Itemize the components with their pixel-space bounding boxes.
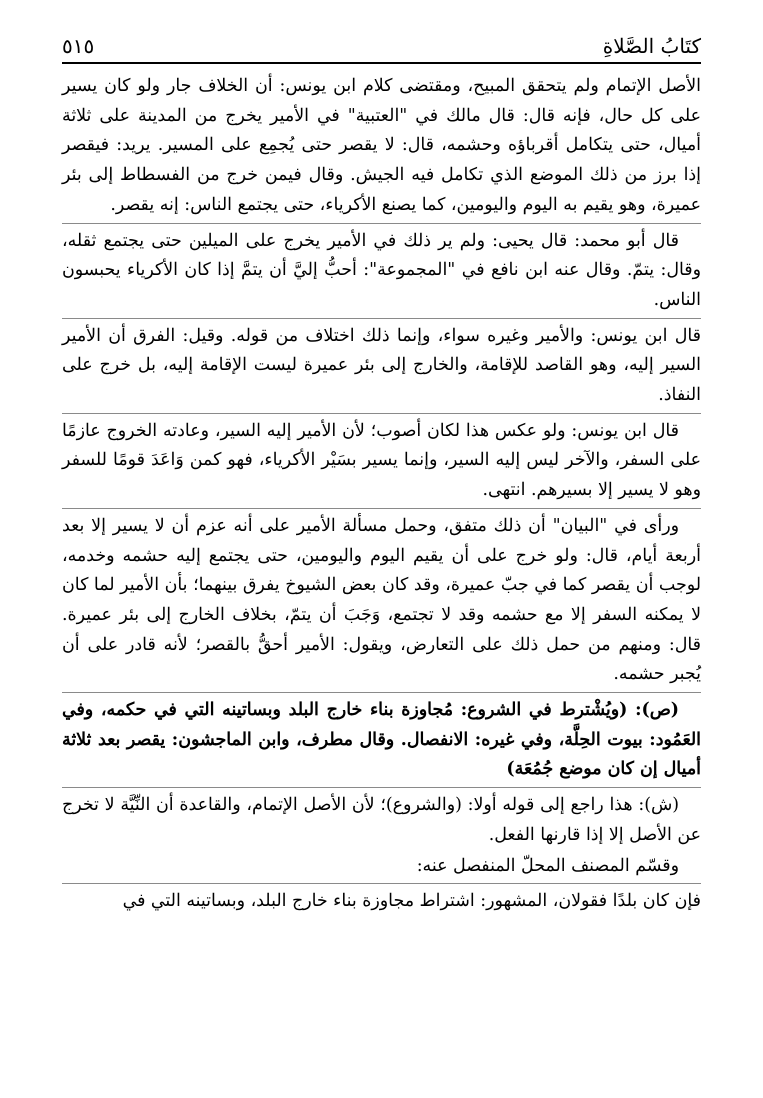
page-header	[62, 30, 701, 64]
separator-line	[62, 318, 701, 319]
separator-line	[62, 883, 701, 884]
sharh-paragraph-3: فإن كان بلدًا فقولان، المشهور: اشتراط مجاوزة بناء خارج البلد، وبساتينه التي في	[122, 891, 701, 912]
separator-line	[62, 692, 701, 693]
running-title: كتَابُ الصَّلاةِ	[602, 34, 701, 58]
page-body	[62, 72, 701, 918]
page-number: ٥١٥	[62, 34, 95, 58]
separator-line	[62, 787, 701, 788]
paragraph-5: ورأى في "البيان" أن ذلك متفق، وحمل مسألة الأمير على أنه عزم أن لا يسير إلا بعد أربعة أيام، قال: ولو خرج على أن يقيم اليوم واليومين، حتى يجتمع إليه حشمه وخدمه، لوجب أن يقصر كما في جبّ عميرة، وقد كان بعض الشيوخ يفرق بينهما؛ بأن الأمير لما كان لا يمكنه السفر إلا مع حشمه وقد لا تجتمع، وَجَبَ أن يتمّ، بخلاف الخارج إلى بئر عميرة. قال: ومنهم من حمل ذلك على التعارض، ويقول: الأمير أحقُّ بالقصر؛ لأنه قادر على أن يُجبر حشمه.	[62, 515, 701, 685]
paragraph-1: الأصل الإتمام ولم يتحقق المبيح، ومقتضى كلام ابن يونس: أن الخلاف جار ولو كان يسير على كل حال، فإنه قال: قال مالك في "العتبية" في الأمير يخرج من المدينة على ثلاثة أميال، حتى يتكامل أقرباؤه وحشمه، قال: لا يقصر حتى يُجمِع على المسير. يريد: فيقصر إذا برز من ذلك الموضع الذي تكامل فيه الجيش. وقال فيمن خرج من الفسطاط إلى بئر عميرة، وهو يقيم به اليوم واليومين، كما يصنع الأكرياء، حتى يجتمع الناس: إنه يقصر.	[62, 76, 701, 215]
paragraph-4: قال ابن يونس: ولو عكس هذا لكان أصوب؛ لأن الأمير إليه السير، وعادته الخروج عازمًا على السفر، والآخر ليس إليه السير، وإنما يسير بسَيْر الأكرياء، فهو كمن وَاعَدَ قومًا للسفر وهو لا يسير إلا بسيرهم. انتهى.	[62, 420, 701, 501]
sharh-paragraph-1: (ش): هذا راجع إلى قوله أولا: (والشروع)؛ لأن الأصل الإتمام، والقاعدة أن النِّيَّة لا تخرج عن الأصل إلا إذا قارنها الفعل.	[62, 795, 701, 845]
separator-line	[62, 413, 701, 414]
separator-line	[62, 223, 701, 224]
header-rule	[62, 62, 701, 64]
separator-line	[62, 508, 701, 509]
paragraph-3: قال ابن يونس: والأمير وغيره سواء، وإنما ذلك اختلاف من قوله. وقيل: الفرق أن الأمير السير إليه، وهو القاصد للإقامة، والخارج إلى بئر عميرة ليست الإقامة إليه، بل خرج على النفاذ.	[62, 325, 701, 406]
sharh-paragraph-2: وقسّم المصنف المحلّ المنفصل عنه:	[416, 855, 679, 876]
matn-text: (ص): (ويُشْترط في الشروع: مُجاوزة بناء خارج البلد وبساتينه التي في حكمه، وفي العَمُود: بيوت الحِلَّة، وفي غيره: الانفصال. وقال مطرف، وابن الماجشون: يقصر بعد ثلاثة أميال إن كان موضع جُمُعَة)	[62, 700, 701, 780]
paragraph-2: قال أبو محمد: قال يحيى: ولم ير ذلك في الأمير يخرج على الميلين حتى يجتمع ثقله، وقال: يتمّ. وقال عنه ابن نافع في "المجموعة": أحبُّ إليَّ أن يتمَّ إذا كان الأكرياء يحبسون الناس.	[62, 230, 701, 310]
